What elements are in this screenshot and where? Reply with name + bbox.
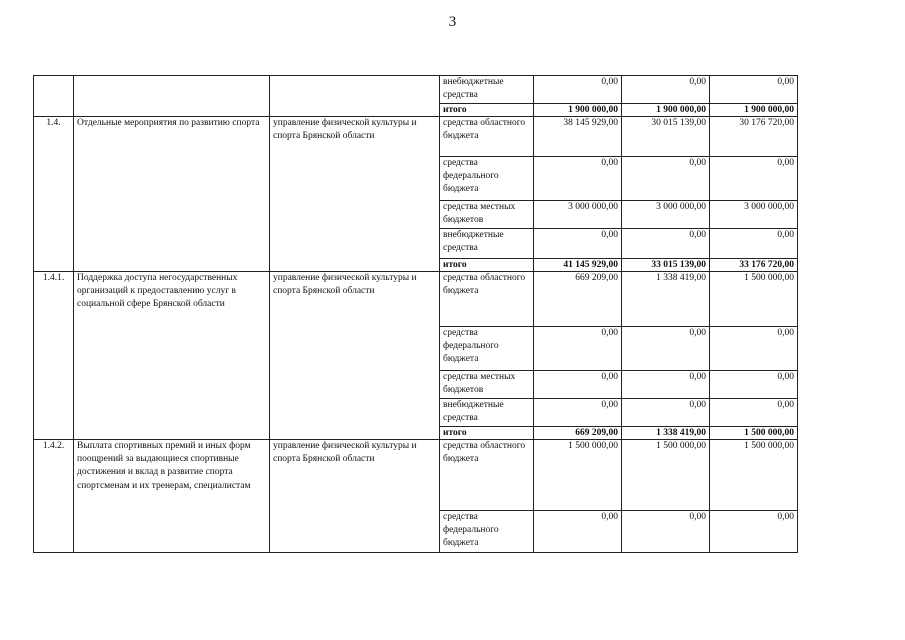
item-name [74, 76, 270, 117]
amount-year-2: 1 500 000,00 [622, 440, 710, 511]
funding-source: итого [440, 259, 534, 272]
table-row [34, 117, 798, 157]
funding-source: средства федерального бюджета [440, 511, 534, 553]
funding-source: средства областного бюджета [440, 272, 534, 327]
funding-source: внебюджетные средства [440, 76, 534, 104]
funding-source: средства областного бюджета [440, 117, 534, 157]
amount-year-3: 0,00 [710, 76, 798, 104]
amount-year-1: 3 000 000,00 [534, 201, 622, 229]
table-row [34, 440, 798, 511]
amount-year-2: 1 900 000,00 [622, 104, 710, 117]
amount-year-2: 0,00 [622, 229, 710, 259]
item-name: Выплата спортивных премий и иных форм поощрений за выдающиеся спортивные достижения и вклад в развитие спорта спортсменам и их тренерам, специалистам [74, 440, 270, 553]
item-code [34, 76, 74, 117]
funding-source: внебюджетные средства [440, 399, 534, 427]
funding-source: средства федерального бюджета [440, 327, 534, 371]
amount-year-1: 0,00 [534, 371, 622, 399]
funding-source: внебюджетные средства [440, 229, 534, 259]
amount-year-1: 41 145 929,00 [534, 259, 622, 272]
amount-year-2: 0,00 [622, 157, 710, 201]
amount-year-3: 0,00 [710, 157, 798, 201]
amount-year-3: 1 500 000,00 [710, 440, 798, 511]
page-number: 3 [448, 14, 457, 30]
amount-year-2: 33 015 139,00 [622, 259, 710, 272]
amount-year-2: 30 015 139,00 [622, 117, 710, 157]
funding-source: итого [440, 104, 534, 117]
amount-year-3: 33 176 720,00 [710, 259, 798, 272]
table-row [34, 76, 798, 104]
funding-source: итого [440, 427, 534, 440]
item-name: Поддержка доступа негосударственных организаций к предоставлению услуг в социальной сфере Брянской области [74, 272, 270, 440]
item-executor [270, 76, 440, 117]
amount-year-1: 0,00 [534, 76, 622, 104]
item-executor: управление физической культуры и спорта Брянской области [270, 440, 440, 553]
amount-year-2: 0,00 [622, 399, 710, 427]
amount-year-2: 0,00 [622, 511, 710, 553]
amount-year-1: 669 209,00 [534, 272, 622, 327]
amount-year-3: 30 176 720,00 [710, 117, 798, 157]
funding-source: средства областного бюджета [440, 440, 534, 511]
amount-year-1: 669 209,00 [534, 427, 622, 440]
amount-year-3: 0,00 [710, 229, 798, 259]
amount-year-1: 0,00 [534, 327, 622, 371]
amount-year-3: 0,00 [710, 511, 798, 553]
table-row [34, 272, 798, 327]
amount-year-3: 3 000 000,00 [710, 201, 798, 229]
amount-year-2: 1 338 419,00 [622, 427, 710, 440]
amount-year-1: 0,00 [534, 511, 622, 553]
amount-year-2: 0,00 [622, 76, 710, 104]
funding-source: средства местных бюджетов [440, 201, 534, 229]
amount-year-3: 0,00 [710, 399, 798, 427]
amount-year-3: 1 500 000,00 [710, 427, 798, 440]
amount-year-1: 0,00 [534, 157, 622, 201]
item-executor: управление физической культуры и спорта Брянской области [270, 117, 440, 272]
funding-source: средства федерального бюджета [440, 157, 534, 201]
amount-year-3: 1 500 000,00 [710, 272, 798, 327]
amount-year-1: 0,00 [534, 399, 622, 427]
amount-year-3: 0,00 [710, 327, 798, 371]
amount-year-2: 0,00 [622, 371, 710, 399]
budget-table [33, 75, 798, 553]
item-code: 1.4. [34, 117, 74, 272]
amount-year-1: 0,00 [534, 229, 622, 259]
item-executor: управление физической культуры и спорта Брянской области [270, 272, 440, 440]
item-code: 1.4.1. [34, 272, 74, 440]
amount-year-2: 3 000 000,00 [622, 201, 710, 229]
amount-year-2: 1 338 419,00 [622, 272, 710, 327]
amount-year-3: 0,00 [710, 371, 798, 399]
amount-year-1: 1 500 000,00 [534, 440, 622, 511]
amount-year-3: 1 900 000,00 [710, 104, 798, 117]
item-code: 1.4.2. [34, 440, 74, 553]
funding-source: средства местных бюджетов [440, 371, 534, 399]
amount-year-1: 1 900 000,00 [534, 104, 622, 117]
amount-year-1: 38 145 929,00 [534, 117, 622, 157]
item-name: Отдельные мероприятия по развитию спорта [74, 117, 270, 272]
amount-year-2: 0,00 [622, 327, 710, 371]
